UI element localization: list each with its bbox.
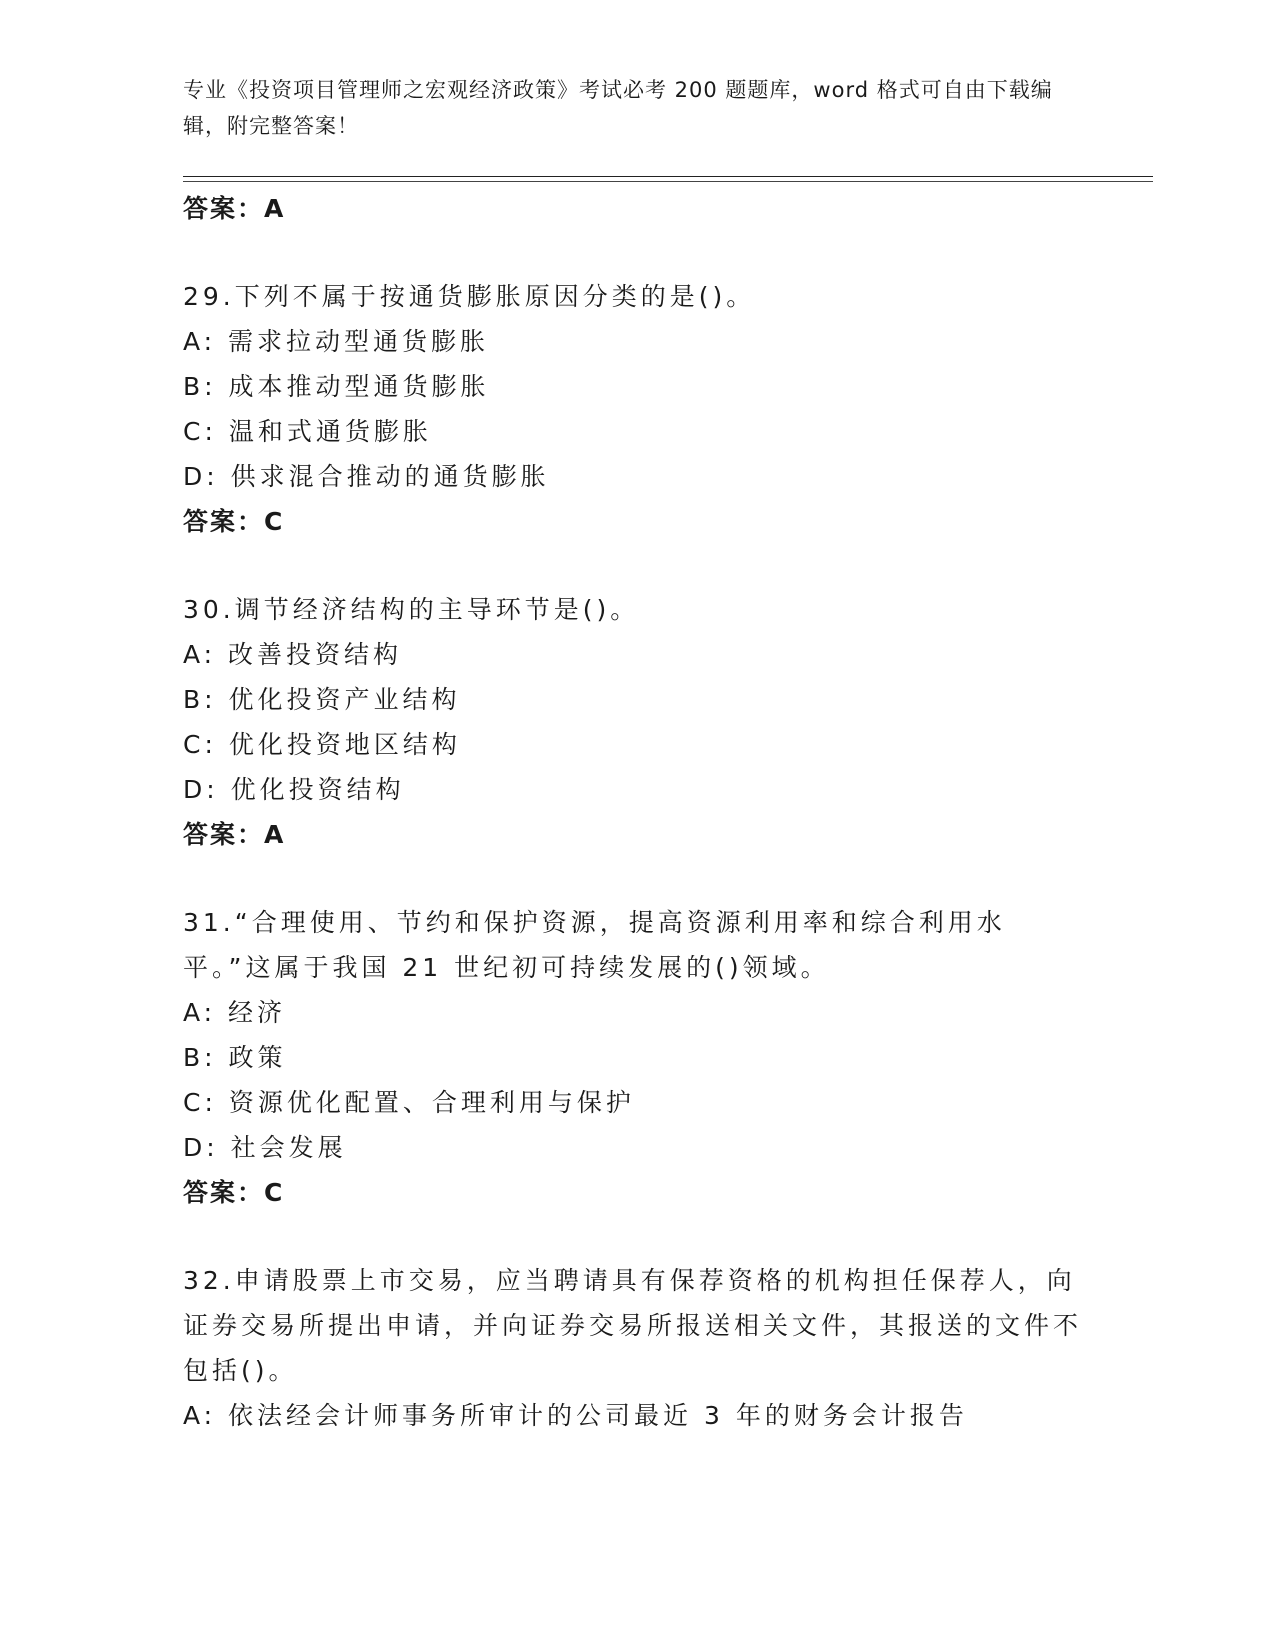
option-a: A: 依法经会计师事务所审计的公司最近 3 年的财务会计报告 <box>183 1401 968 1430</box>
answer-line: 答案：A <box>183 194 286 223</box>
answer-line: 答案：C <box>183 507 285 536</box>
option-c: C: 资源优化配置、合理利用与保护 <box>183 1088 635 1117</box>
answer-line: 答案：A <box>183 820 286 849</box>
option-d: D: 供求混合推动的通货膨胀 <box>183 462 550 491</box>
question-text: 32.申请股票上市交易，应当聘请具有保荐资格的机构担任保荐人，向证券交易所提出申请，并向证券交易所报送相关文件，其报送的文件不包括()。 <box>183 1266 1083 1385</box>
option-a: A: 经济 <box>183 998 287 1027</box>
option-b: B: 政策 <box>183 1043 287 1072</box>
document-body <box>183 186 1083 1438</box>
question-text: 30.调节经济结构的主导环节是()。 <box>183 595 640 624</box>
option-c: C: 温和式通货膨胀 <box>183 417 432 446</box>
question-block <box>183 274 1083 544</box>
option-a: A: 需求拉动型通货膨胀 <box>183 327 490 356</box>
question-block <box>183 587 1083 857</box>
option-a: A: 改善投资结构 <box>183 640 403 669</box>
question-block <box>183 1258 1083 1438</box>
question-text: 29.下列不属于按通货膨胀原因分类的是()。 <box>183 282 756 311</box>
option-c: C: 优化投资地区结构 <box>183 730 461 759</box>
document-header: 专业《投资项目管理师之宏观经济政策》考试必考 200 题题库，word 格式可自由下载编辑，附完整答案！ <box>183 78 1053 138</box>
option-b: B: 优化投资产业结构 <box>183 685 461 714</box>
option-d: D: 社会发展 <box>183 1133 347 1162</box>
header-rule-top <box>183 176 1153 177</box>
option-b: B: 成本推动型通货膨胀 <box>183 372 490 401</box>
option-d: D: 优化投资结构 <box>183 775 405 804</box>
question-text: 31.“合理使用、节约和保护资源，提高资源利用率和综合利用水平。”这属于我国 21 世纪初可持续发展的()领域。 <box>183 908 1006 982</box>
answer-line: 答案：C <box>183 1178 285 1207</box>
question-block <box>183 900 1083 1215</box>
header-rule-bottom <box>183 181 1153 182</box>
